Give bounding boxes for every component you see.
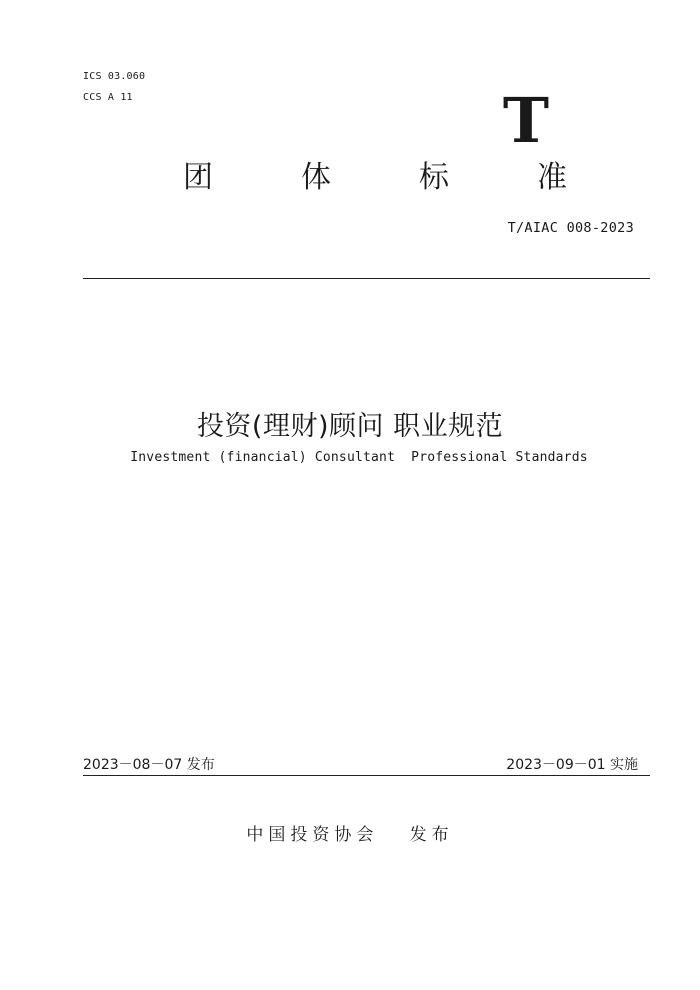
ics-code: ICS 03.060 bbox=[83, 71, 146, 82]
document-title-english: Investment (financial) Consultant Professional Standards bbox=[130, 450, 588, 465]
standard-type-char: 准 bbox=[537, 160, 567, 195]
document-title-chinese: 投资(理财)顾问 职业规范 bbox=[196, 411, 504, 442]
standard-code: T/AIAC 008-2023 bbox=[507, 220, 634, 236]
footer-divider bbox=[83, 775, 650, 776]
standard-type-heading bbox=[160, 156, 590, 200]
standard-letter-mark: T bbox=[502, 84, 550, 157]
publisher-line: 中国投资协会 发布 bbox=[246, 825, 454, 845]
standard-type-char: 团 bbox=[183, 160, 213, 195]
standard-type-char: 标 bbox=[419, 160, 449, 195]
issue-date: 2023－08－07 发布 bbox=[83, 757, 215, 773]
implementation-date: 2023－09－01 实施 bbox=[506, 757, 638, 773]
standard-type-char: 体 bbox=[301, 160, 331, 195]
ccs-code: CCS A 11 bbox=[83, 92, 133, 103]
header-divider bbox=[83, 278, 650, 279]
